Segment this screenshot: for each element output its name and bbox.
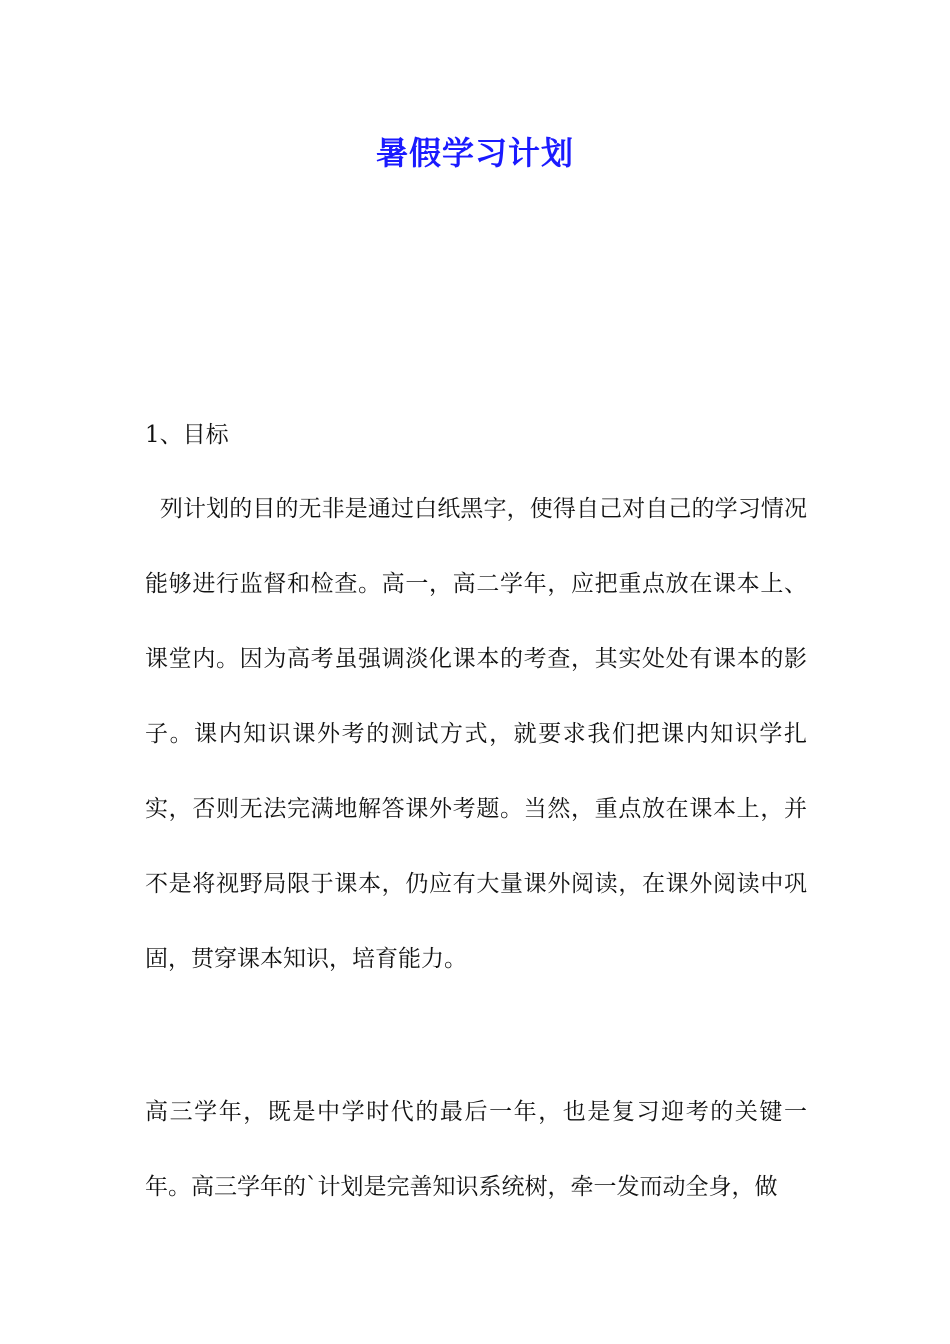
section-heading: 1、目标: [145, 422, 229, 448]
document-title: 暑假学习计划: [375, 134, 574, 172]
paragraph-goal: 列计划的目的无非是通过白纸黑字，使得自己对自己的学习情况能够进行监督和检查。高一，高二学年，应把重点放在课本上、课堂内。因为高考虽强调淡化课本的考查，其实处处有课本的影子。课内知识课外考的测试方式，就要求我们把课内知识学扎实，否则无法完满地解答课外考题。当然，重点放在课本上，并不是将视野局限于课本，仍应有大量课外阅读，在课外阅读中巩固，贯穿课本知识，培育能力。: [145, 496, 808, 972]
paragraph-senior-year: 高三学年，既是中学时代的最后一年，也是复习迎考的关键一年。高三学年的`计划是完善知识系统树，牵一发而动全身，做: [145, 1099, 807, 1200]
